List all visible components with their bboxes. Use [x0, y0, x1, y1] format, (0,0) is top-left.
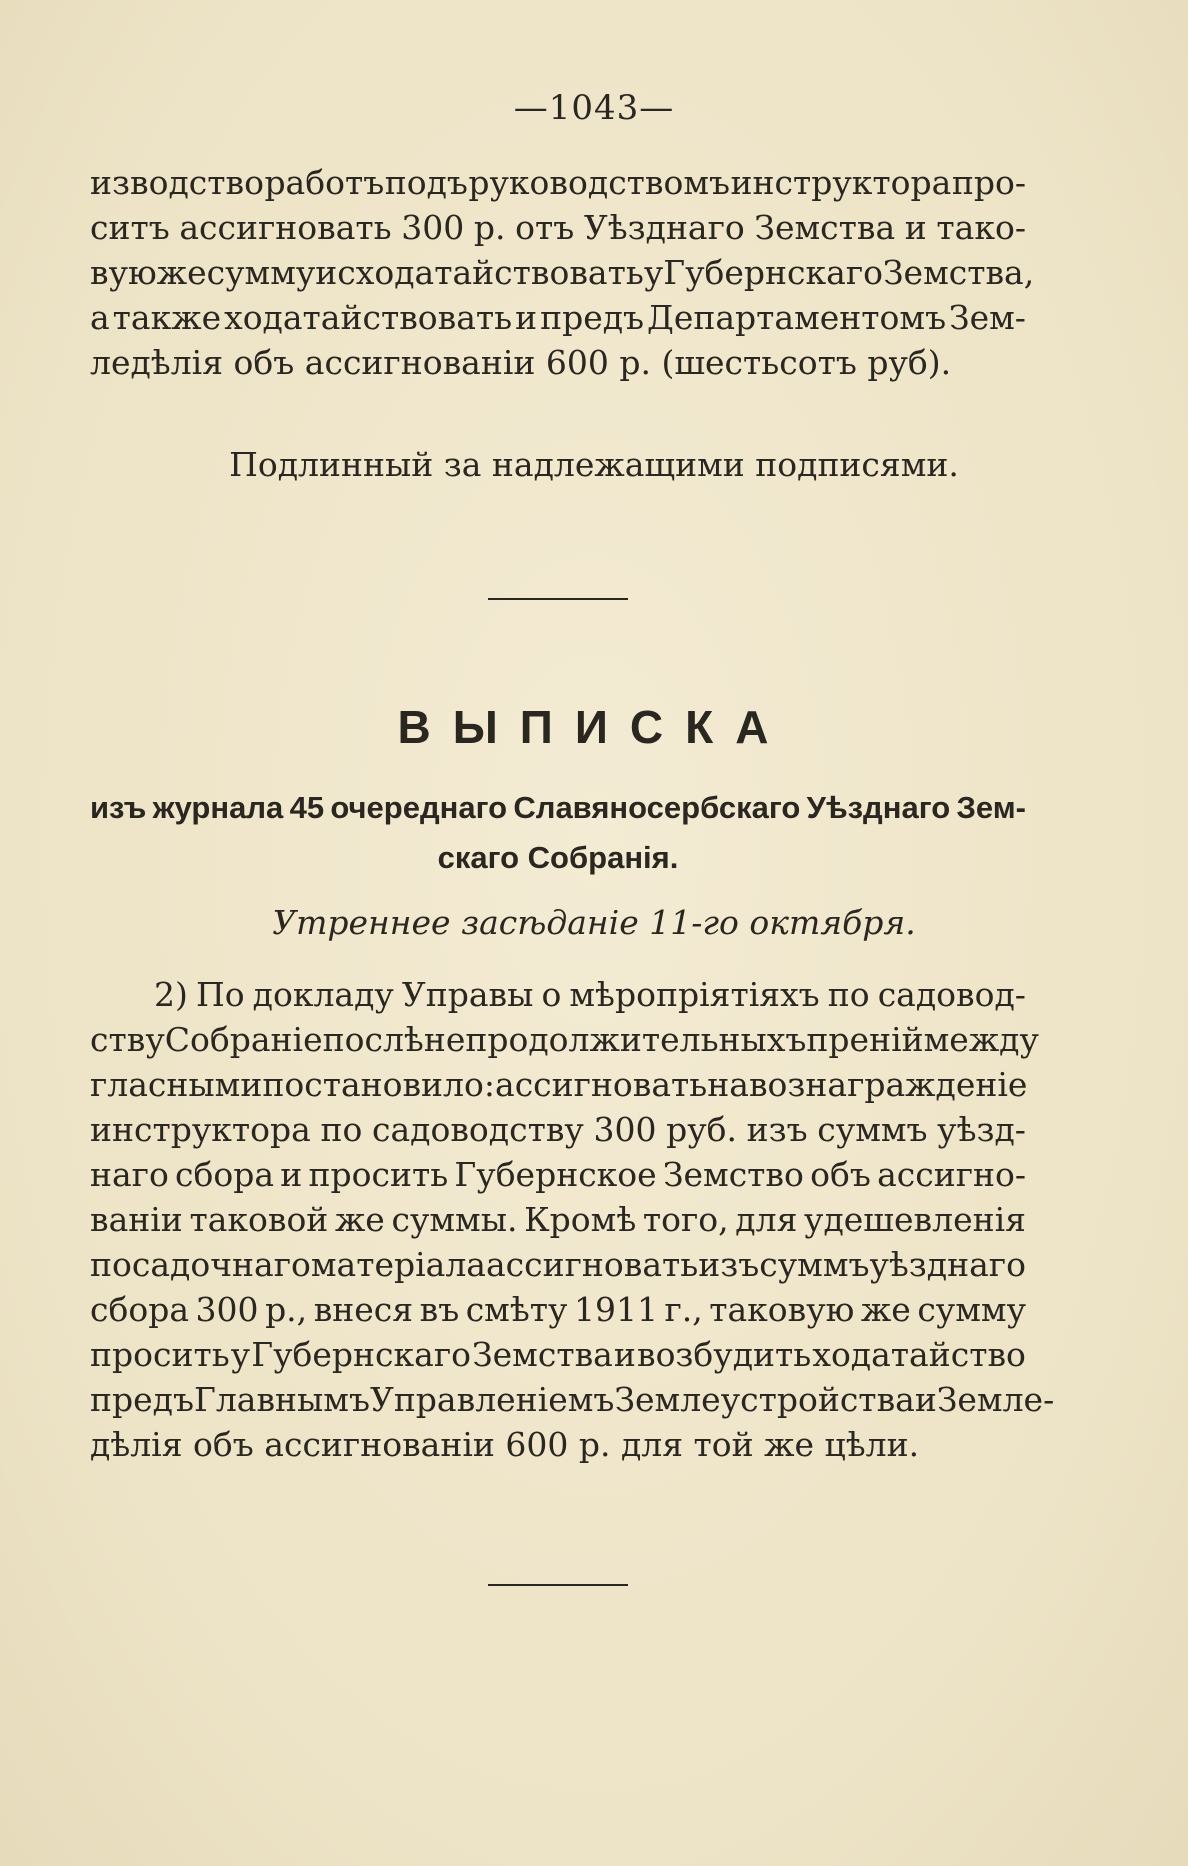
text-line: изводство работъ подъ руководствомъ инструктора про- — [90, 163, 1026, 202]
text-line: дѣлія объ ассигнованіи 600 р. для той же цѣли. — [90, 1425, 920, 1464]
text-line: предъ Главнымъ Управленіемъ Землеустройства и Земле- — [90, 1380, 1055, 1419]
text-line: ству Собраніе послѣ непродолжительныхъ преній между — [90, 1020, 1039, 1059]
text-line: ситъ ассигновать 300 р. отъ Уѣзднаго Земства и тако- — [90, 208, 1026, 247]
text-line: гласными постановило: ассигновать на вознагражденіе — [90, 1065, 1028, 1104]
section-heading: ВЫПИСКА — [397, 701, 791, 753]
session-title: Утреннее засѣданіе 11-го октября. — [272, 903, 916, 942]
page-number: —1043— — [513, 88, 675, 128]
text-line: посадочнаго матеріала ассигновать изъ суммъ уѣзднаго — [90, 1245, 1026, 1284]
section-divider — [488, 598, 628, 600]
text-line: вую же сумму исходатайствовать у Губернскаго Земства, — [90, 253, 1035, 292]
text-line: ваніи таковой же суммы. Кромѣ того, для удешевленія — [90, 1200, 1026, 1239]
text-line: сбора 300 р., внеся въ смѣту 1911 г., таковую же сумму — [90, 1290, 1026, 1329]
text-line: просить у Губернскаго Земства и возбудить ходатайство — [90, 1335, 1026, 1374]
subheading — [90, 783, 1026, 883]
subheading-line-2: скаго Собранія. — [437, 840, 679, 875]
text-line: 2) По докладу Управы о мѣропріятіяхъ по садовод- — [154, 975, 1026, 1014]
continuation-text — [90, 160, 1035, 385]
text-line: инструктора по садоводству 300 руб. изъ суммъ уѣзд- — [90, 1110, 1026, 1149]
closing-divider — [488, 1584, 628, 1586]
subheading-line-1: изъ журнала 45 очереднаго Славяносербскаго Уѣзднаго Зем- — [90, 790, 1026, 825]
text-line: ледѣлія объ ассигнованіи 600 р. (шестьсотъ руб). — [90, 343, 952, 382]
resolution-paragraph — [90, 972, 1055, 1467]
text-line: наго сбора и просить Губернское Земство объ ассигно- — [90, 1155, 1026, 1194]
signature-note: Подлинный за надлежащими подписями. — [229, 445, 959, 484]
text-line: а также ходатайствовать и предъ Департаментомъ Зем- — [90, 298, 1026, 337]
